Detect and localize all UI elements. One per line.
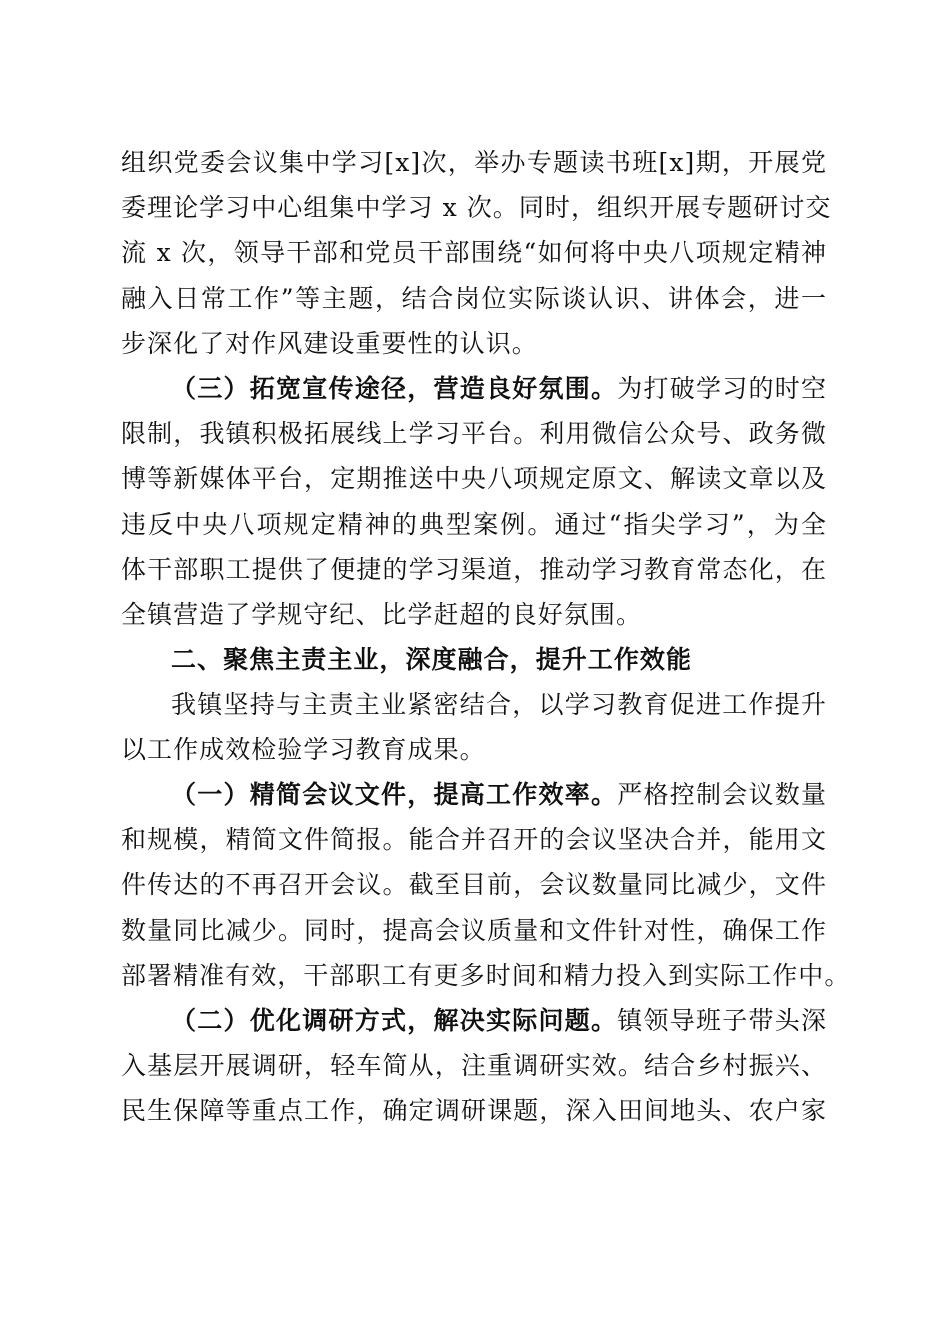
text-line xyxy=(121,366,827,411)
text-line: 数量同比减少。同时，提高会议质量和文件针对性，确保工作 xyxy=(121,915,827,945)
subsection-lead: （一）精简会议文件，提高工作效率。 xyxy=(171,780,618,809)
text-line: 部署精准有效，干部职工有更多时间和精力投入到实际工作中。 xyxy=(121,960,851,990)
text-line: 步深化了对作风建设重要性的认识。 xyxy=(121,328,538,358)
text-fragment: 严格控制会议数量 xyxy=(617,780,828,809)
paragraph-study-sessions xyxy=(121,140,832,366)
text-line: 违反中央八项规定精神的典型案例。通过“指尖学习”，为全 xyxy=(121,509,827,539)
text-line: 我镇坚持与主责主业紧密结合，以学习教育促进工作提升 xyxy=(171,690,827,719)
subsection-lead: （二）优化调研方式，解决实际问题。 xyxy=(171,1006,618,1035)
paragraph-research xyxy=(121,998,827,1134)
text-line: 民生保障等重点工作，确定调研课题，深入田间地头、农户家 xyxy=(121,1096,827,1126)
text-line: 融入日常工作”等主题，结合岗位实际谈认识、讲体会，进一 xyxy=(121,283,827,313)
text-line: 流 x 次，领导干部和党员干部围绕“如何将中央八项规定精神 xyxy=(121,238,827,268)
text-line: 以工作成效检验学习教育成果。 xyxy=(121,735,486,765)
text-line: 入基层开展调研，轻车简从，注重调研实效。结合乡村振兴、 xyxy=(121,1051,827,1081)
text-line: 体干部职工提供了便捷的学习渠道，推动学习教育常态化，在 xyxy=(121,554,827,584)
text-line: 委理论学习中心组集中学习 x 次。同时，组织开展专题研讨交 xyxy=(121,193,832,223)
text-line: 限制，我镇积极拓展线上学习平台。利用微信公众号、政务微 xyxy=(121,419,827,449)
text-line: 组织党委会议集中学习[x]次，举办专题读书班[x]期，开展党 xyxy=(121,148,827,177)
text-line xyxy=(121,998,827,1043)
text-line xyxy=(121,772,827,817)
text-fragment: 镇领导班子带头深 xyxy=(617,1006,828,1035)
paragraph-meetings xyxy=(121,772,851,998)
text-line: 件传达的不再召开会议。截至目前，会议数量同比减少，文件 xyxy=(121,870,827,900)
section-heading: 二、聚焦主责主业，深度融合，提升工作效能 xyxy=(171,645,693,674)
text-line: 和规模，精简文件简报。能合并召开的会议坚决合并，能用文 xyxy=(121,825,827,855)
paragraph-main-duties xyxy=(121,682,827,772)
text-line: 全镇营造了学规守纪、比学赶超的良好氛围。 xyxy=(121,600,643,630)
subsection-lead: （三）拓宽宣传途径，营造良好氛围。 xyxy=(171,374,618,403)
text-fragment: 为打破学习的时空 xyxy=(617,374,828,403)
paragraph-publicity xyxy=(121,366,827,637)
text-line: 博等新媒体平台，定期推送中央八项规定原文、解读文章以及 xyxy=(121,464,827,494)
